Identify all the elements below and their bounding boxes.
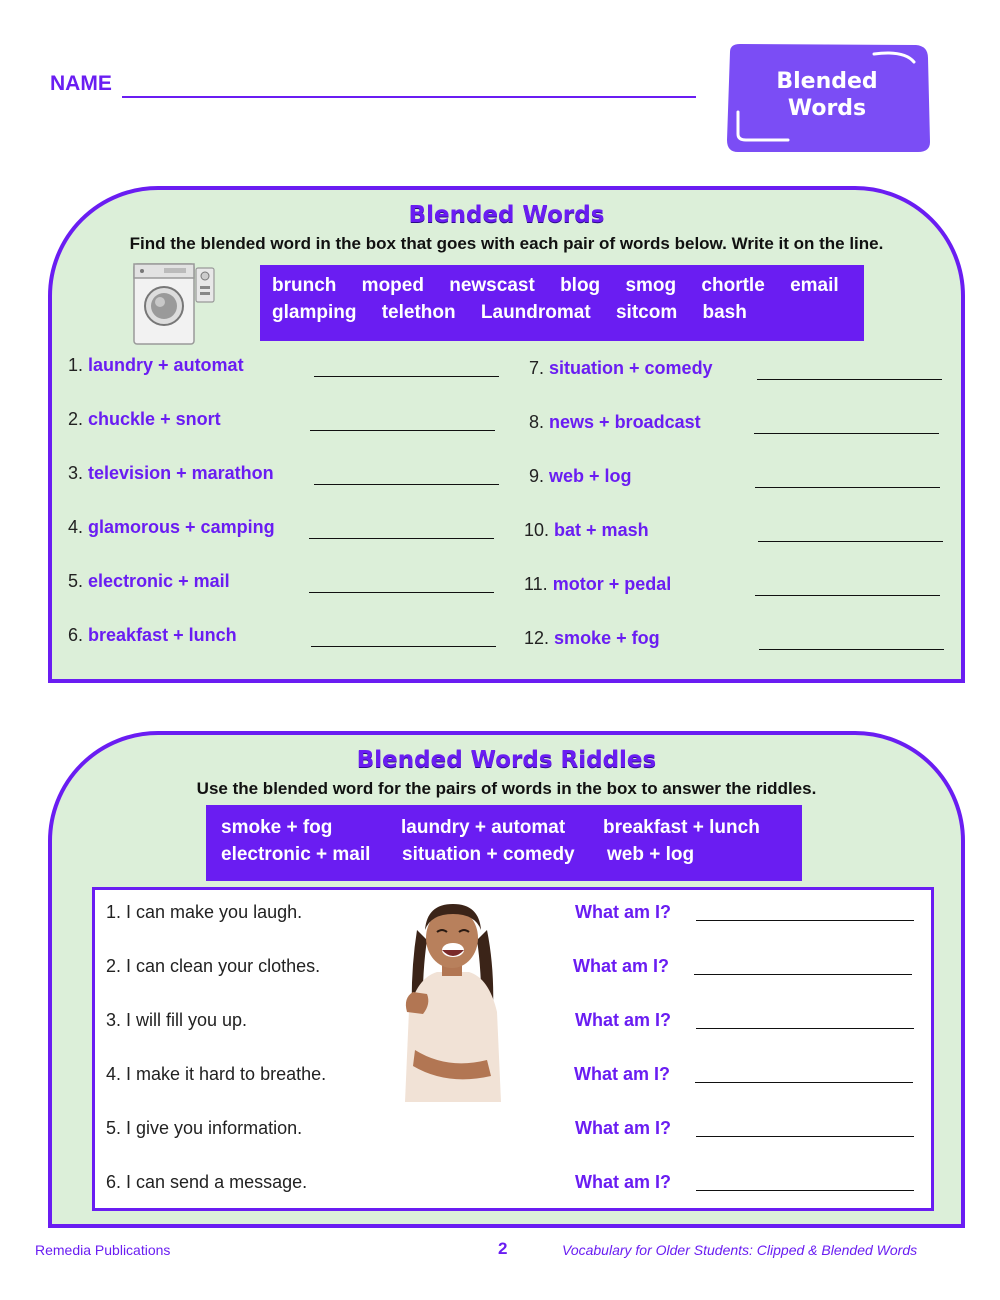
- question-2: [68, 409, 221, 430]
- word-bank-word: smog: [625, 275, 677, 296]
- badge-line1: Blended: [776, 69, 878, 94]
- question-number: 11.: [524, 574, 548, 594]
- word-bank-word: email: [790, 275, 839, 296]
- answer-line-3[interactable]: [314, 484, 499, 485]
- answer-line-8[interactable]: [754, 433, 939, 434]
- riddle-answer-line-5[interactable]: [696, 1136, 914, 1137]
- riddle-2: 2. I can clean your clothes.: [106, 956, 321, 976]
- riddle-1: 1. I can make you laugh.: [106, 902, 303, 922]
- word-bank-word: moped: [361, 275, 424, 296]
- name-line[interactable]: [122, 96, 696, 98]
- question-number: 4.: [68, 517, 84, 537]
- blended-words-panel: [48, 186, 965, 683]
- what-am-i-label: What am I?: [575, 1010, 672, 1030]
- word-bank-2-row1: [221, 817, 760, 839]
- question-10: [524, 520, 649, 541]
- riddle-3: 3. I will fill you up.: [106, 1010, 248, 1030]
- title-badge: [724, 42, 930, 154]
- answer-line-1[interactable]: [314, 376, 499, 377]
- washing-machine-icon: [132, 262, 218, 346]
- riddle-answer-line-1[interactable]: [696, 920, 914, 921]
- word-pair: glamorous + camping: [88, 517, 275, 537]
- badge-line2: Words: [787, 96, 867, 121]
- footer-book-title: Vocabulary for Older Students: Clipped & Blended Words: [562, 1242, 918, 1258]
- word-pair: electronic + mail: [88, 571, 230, 591]
- what-am-i-label: What am I?: [574, 1064, 671, 1084]
- word-bank-pair: situation + comedy: [402, 844, 575, 865]
- word-bank-word: newscast: [449, 275, 535, 296]
- word-pair: situation + comedy: [549, 358, 713, 378]
- word-bank-word: chortle: [701, 275, 765, 296]
- riddle-answer-line-6[interactable]: [696, 1190, 914, 1191]
- word-pair: bat + mash: [554, 520, 649, 540]
- what-am-i-label: What am I?: [575, 902, 672, 922]
- laughing-woman-image: [387, 900, 517, 1102]
- word-bank-pair: electronic + mail: [221, 844, 371, 865]
- riddle-answer-line-3[interactable]: [696, 1028, 914, 1029]
- question-number: 10.: [524, 520, 550, 540]
- answer-line-4[interactable]: [309, 538, 494, 539]
- answer-line-5[interactable]: [309, 592, 494, 593]
- section1-instruction: Find the blended word in the box that goes with each pair of words below. Write it on the line.: [129, 234, 884, 253]
- answer-line-9[interactable]: [755, 487, 940, 488]
- word-bank-pair: laundry + automat: [401, 817, 566, 838]
- word-pair: web + log: [549, 466, 632, 486]
- question-9: [529, 466, 632, 487]
- question-number: 9.: [529, 466, 545, 486]
- riddle-answer-line-4[interactable]: [695, 1082, 913, 1083]
- word-bank-word: glamping: [272, 302, 357, 323]
- word-bank-2-row2: [221, 844, 694, 866]
- name-label: NAME: [50, 72, 112, 95]
- answer-line-2[interactable]: [310, 430, 495, 431]
- answer-line-10[interactable]: [758, 541, 943, 542]
- word-pair: motor + pedal: [552, 574, 672, 594]
- word-bank-word: blog: [560, 275, 601, 296]
- word-bank-2: [206, 805, 802, 881]
- word-pair: television + marathon: [88, 463, 274, 483]
- question-number: 7.: [529, 358, 545, 378]
- page-number: 2: [498, 1239, 508, 1258]
- word-pair: smoke + fog: [554, 628, 660, 648]
- question-4: [68, 517, 275, 538]
- word-bank-word: sitcom: [615, 302, 678, 323]
- question-number: 5.: [68, 571, 84, 591]
- word-pair: breakfast + lunch: [88, 625, 237, 645]
- question-3: [68, 463, 274, 484]
- question-6: [68, 625, 237, 646]
- question-number: 2.: [68, 409, 84, 429]
- riddle-4: 4. I make it hard to breathe.: [106, 1064, 327, 1084]
- riddle-box: [92, 887, 934, 1211]
- riddle-6: 6. I can send a message.: [106, 1172, 308, 1192]
- question-number: 1.: [68, 355, 84, 375]
- section2-title: Blended Words Riddles: [356, 747, 657, 773]
- word-bank-word: Laundromat: [480, 302, 591, 323]
- word-bank-1: [260, 265, 864, 341]
- footer-publisher: Remedia Publications: [35, 1242, 171, 1258]
- word-pair: chuckle + snort: [88, 409, 221, 429]
- riddle-5: 5. I give you information.: [106, 1118, 303, 1138]
- answer-line-6[interactable]: [311, 646, 496, 647]
- word-pair: news + broadcast: [549, 412, 701, 432]
- question-number: 6.: [68, 625, 84, 645]
- question-number: 8.: [529, 412, 545, 432]
- what-am-i-label: What am I?: [573, 956, 670, 976]
- section2-instruction: Use the blended word for the pairs of words in the box to answer the riddles.: [196, 779, 817, 798]
- question-8: [529, 412, 701, 433]
- question-7: [529, 358, 713, 379]
- word-bank-1-row2: [272, 302, 747, 324]
- word-bank-word: brunch: [272, 275, 337, 296]
- question-5: [68, 571, 230, 592]
- section1-title: Blended Words: [408, 202, 605, 228]
- word-bank-word: bash: [702, 302, 747, 323]
- question-number: 12.: [524, 628, 550, 648]
- what-am-i-label: What am I?: [575, 1118, 672, 1138]
- question-12: [524, 628, 660, 649]
- question-1: [68, 355, 244, 376]
- what-am-i-label: What am I?: [575, 1172, 672, 1192]
- answer-line-11[interactable]: [755, 595, 940, 596]
- word-bank-pair: smoke + fog: [221, 817, 333, 838]
- riddle-answer-line-2[interactable]: [694, 974, 912, 975]
- answer-line-12[interactable]: [759, 649, 944, 650]
- riddles-panel: [48, 731, 965, 1228]
- question-number: 3.: [68, 463, 84, 483]
- word-bank-pair: web + log: [607, 844, 695, 865]
- word-bank-1-row1: [272, 275, 839, 297]
- word-bank-word: telethon: [381, 302, 456, 323]
- word-pair: laundry + automat: [88, 355, 244, 375]
- question-11: [524, 574, 671, 595]
- word-bank-pair: breakfast + lunch: [603, 817, 760, 838]
- answer-line-7[interactable]: [757, 379, 942, 380]
